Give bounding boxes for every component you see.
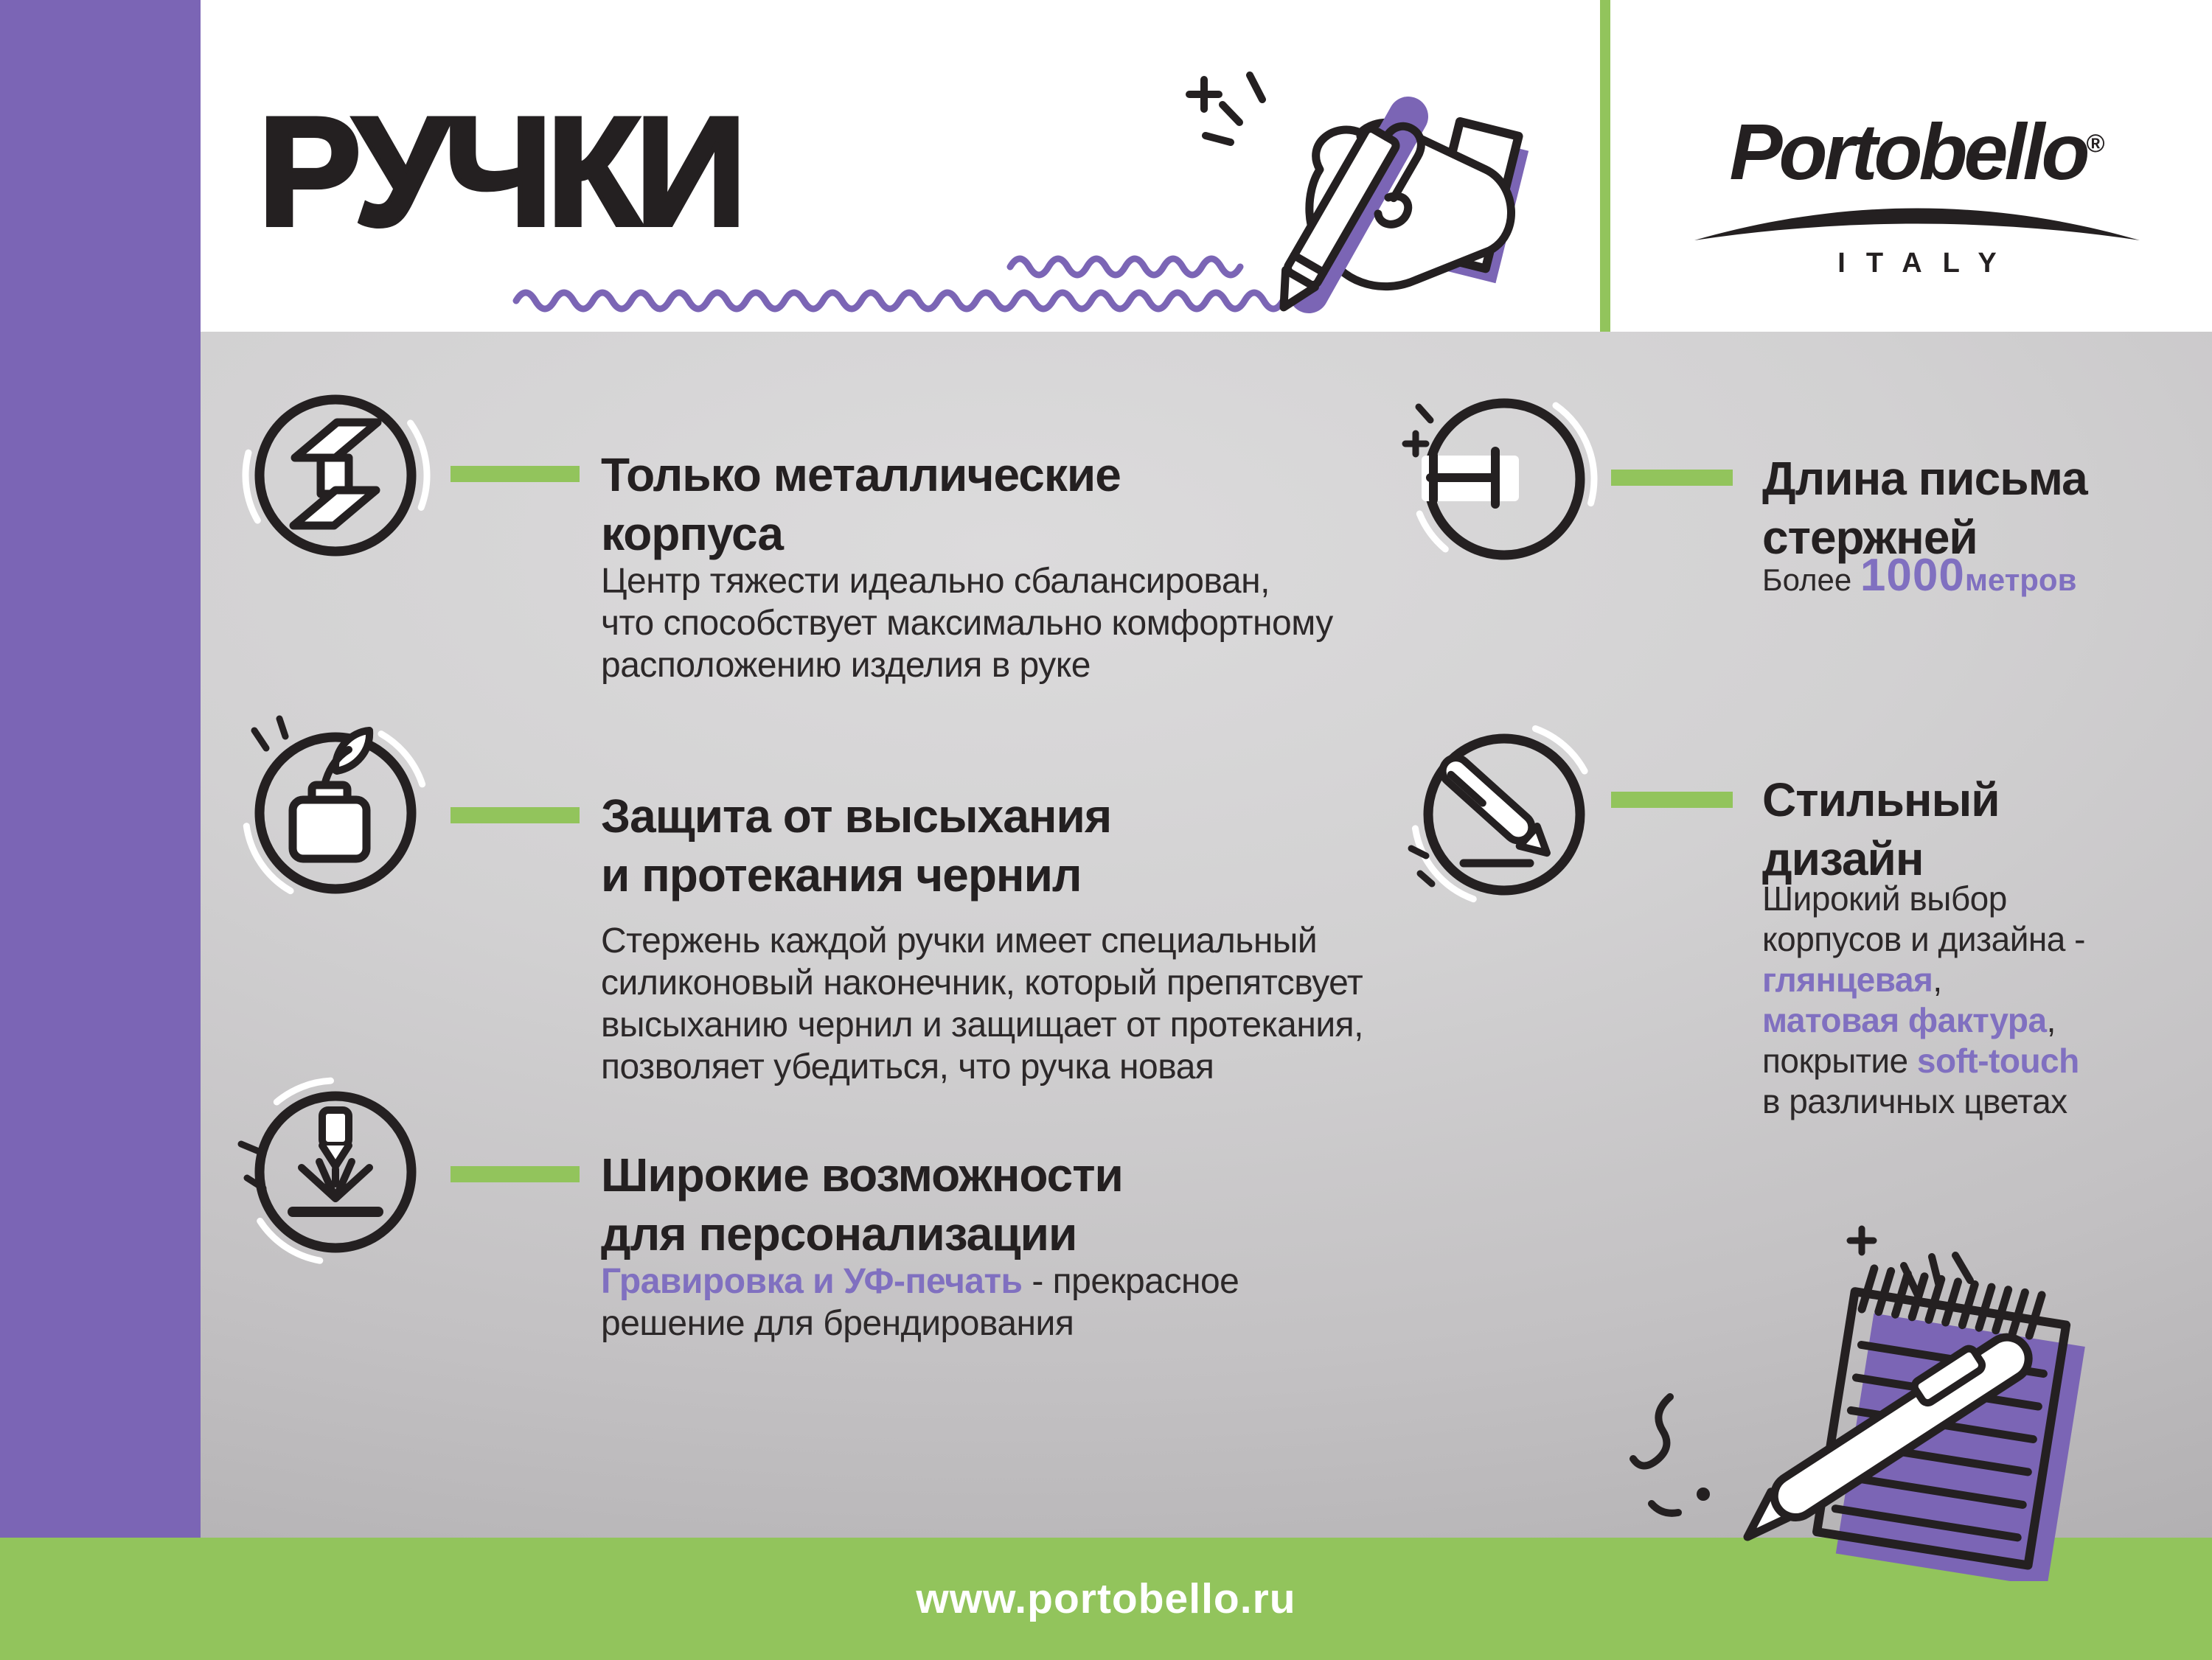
length-value-unit: метров — [1964, 562, 2077, 597]
description-line: в различных цветах — [1762, 1082, 2067, 1120]
highlighted-text: глянцевая — [1762, 960, 1933, 999]
description-line — [1762, 1041, 2085, 1081]
description-text: - прекрасное — [1022, 1262, 1239, 1301]
description-line: корпусов и дизайна - — [1762, 920, 2085, 958]
laser-engraving-icon — [225, 1061, 446, 1283]
description-line: силиконовый наконечник, который препятсвует — [601, 963, 1363, 1002]
feature-title-line: для персонализации — [601, 1207, 1077, 1260]
metal-beam-icon — [225, 365, 446, 586]
feature-title-personalization — [601, 1145, 1123, 1263]
length-value-prefix: Более — [1762, 562, 1860, 597]
description-line — [1762, 960, 2085, 1000]
length-value — [1762, 549, 2076, 601]
connector-line — [1611, 470, 1733, 486]
description-line: позволяет убедиться, что ручка новая — [601, 1047, 1214, 1087]
header-divider — [1600, 0, 1610, 332]
feature-title-line: Защита от высыхания — [601, 789, 1112, 843]
page-title: РУЧКИ — [258, 85, 741, 258]
feature-title-protection — [601, 787, 1111, 904]
description-text: , — [2046, 1001, 2056, 1039]
description-line — [601, 1260, 1239, 1302]
feature-title-line: стержней — [1762, 511, 1978, 564]
feature-title-line: Только металлические — [601, 448, 1121, 501]
description-line: высыханию чернил и защищает от протекания, — [601, 1005, 1363, 1045]
brand-swoosh-icon — [1688, 206, 2146, 246]
description-text: , — [1933, 960, 1942, 999]
description-text: покрытие — [1762, 1042, 1917, 1080]
feature-title-line: Широкие возможности — [601, 1148, 1123, 1202]
description-line: Центр тяжести идеально сбалансирован, — [601, 562, 1270, 601]
feature-title-design — [1762, 770, 2000, 888]
registered-mark: ® — [2086, 130, 2105, 158]
ink-bottle-icon — [225, 702, 446, 924]
description-line — [1762, 1000, 2085, 1041]
highlighted-text: матовая фактура — [1762, 1001, 2047, 1039]
pen-design-icon — [1394, 704, 1615, 925]
hand-pen-illustration — [1176, 59, 1574, 335]
feature-title-line: Длина письма — [1762, 452, 2087, 505]
description-line: расположению изделия в руке — [601, 646, 1091, 685]
connector-line — [451, 466, 580, 482]
notebook-pen-illustration — [1607, 1213, 2197, 1581]
feature-description-metal — [601, 560, 1333, 686]
connector-line — [1611, 792, 1733, 808]
brand-logo — [1688, 100, 2146, 279]
refill-length-icon — [1394, 369, 1615, 590]
feature-description-protection — [601, 920, 1363, 1088]
feature-title-metal — [601, 445, 1121, 563]
highlighted-text: soft-touch — [1916, 1042, 2079, 1080]
feature-description-design — [1762, 879, 2085, 1122]
description-line: Широкий выбор — [1762, 879, 2007, 918]
connector-line — [451, 1166, 580, 1182]
connector-line — [451, 807, 580, 823]
feature-title-line: и протекания чернил — [601, 848, 1082, 902]
feature-description-personalization — [601, 1260, 1239, 1345]
feature-title-line: дизайн — [1762, 832, 1924, 885]
feature-title-line: корпуса — [601, 507, 783, 560]
brand-wordmark: Portobello® — [1729, 107, 2105, 196]
brand-country: ITALY — [1837, 248, 2017, 279]
site-url: www.portobello.ru — [916, 1575, 1296, 1622]
length-value-number: 1000 — [1860, 550, 1965, 601]
highlighted-text: Гравировка и УФ-печать — [601, 1262, 1023, 1301]
sidebar-accent-bar — [0, 0, 201, 1538]
description-line: решение для брендирования — [601, 1304, 1074, 1343]
description-line: что способствует максимально комфортному — [601, 604, 1333, 643]
feature-title-line: Стильный — [1762, 773, 2000, 826]
description-line: Стержень каждой ручки имеет специальный — [601, 921, 1318, 960]
